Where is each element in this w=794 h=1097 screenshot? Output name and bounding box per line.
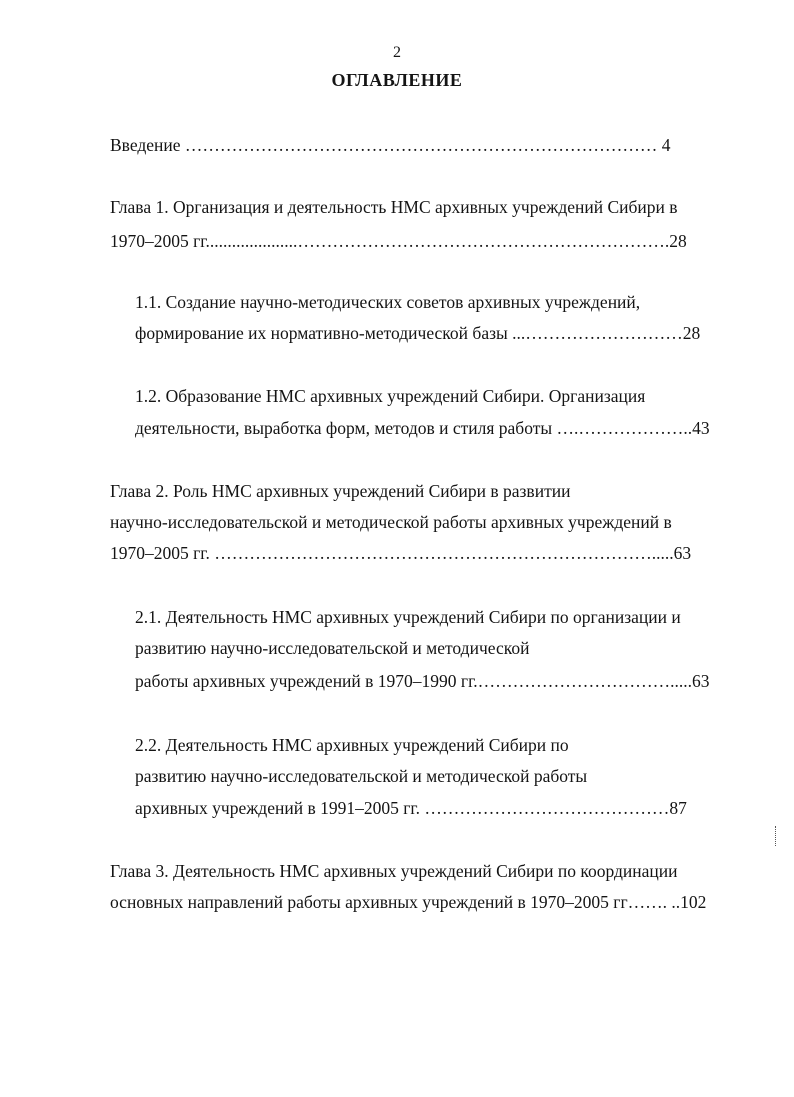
toc-line: 1970–2005 гг. ………………………………………………………………….....63 — [110, 543, 692, 563]
page-number: 2 — [393, 44, 401, 61]
toc-line: формирование их нормативно-методической базы ...………………………28 — [135, 323, 701, 343]
toc-line: развитию научно-исследовательской и методической работы — [135, 766, 588, 786]
toc-line: архивных учреждений в 1991–2005 гг. ……………………………………87 — [135, 798, 687, 818]
toc-title: ОГЛАВЛЕНИЕ — [331, 70, 463, 90]
toc-line: 1.1. Создание научно-методических советов архивных учреждений, — [135, 292, 641, 312]
toc-line: 2.1. Деятельность НМС архивных учреждений Сибири по организации и — [135, 607, 681, 627]
toc-line: Глава 3. Деятельность НМС архивных учреждений Сибири по координации — [110, 861, 678, 881]
toc-line: работы архивных учреждений в 1970–1990 гг.…………………………….....63 — [135, 671, 710, 691]
toc-line: 1970–2005 гг.....................……………………………………………………….28 — [110, 231, 687, 251]
toc-line: 1.2. Образование НМС архивных учреждений Сибири. Организация — [135, 386, 646, 406]
toc-line: научно-исследовательской и методической работы архивных учреждений в — [110, 512, 672, 532]
toc-line: Глава 1. Организация и деятельность НМС архивных учреждений Сибири в — [110, 197, 678, 217]
toc-line: развитию научно-исследовательской и методической — [135, 638, 530, 658]
toc-line: 2.2. Деятельность НМС архивных учреждений Сибири по — [135, 735, 569, 755]
toc-line: Глава 2. Роль НМС архивных учреждений Сибири в развитии — [110, 481, 571, 501]
toc-line: деятельности, выработка форм, методов и стиля работы ….………………..43 — [135, 418, 710, 438]
scan-artifact — [775, 826, 778, 846]
toc-line: Введение ……………………………………………………………………… 4 — [110, 135, 671, 155]
toc-line: основных направлений работы архивных учреждений в 1970–2005 гг……. ..102 — [110, 892, 707, 912]
